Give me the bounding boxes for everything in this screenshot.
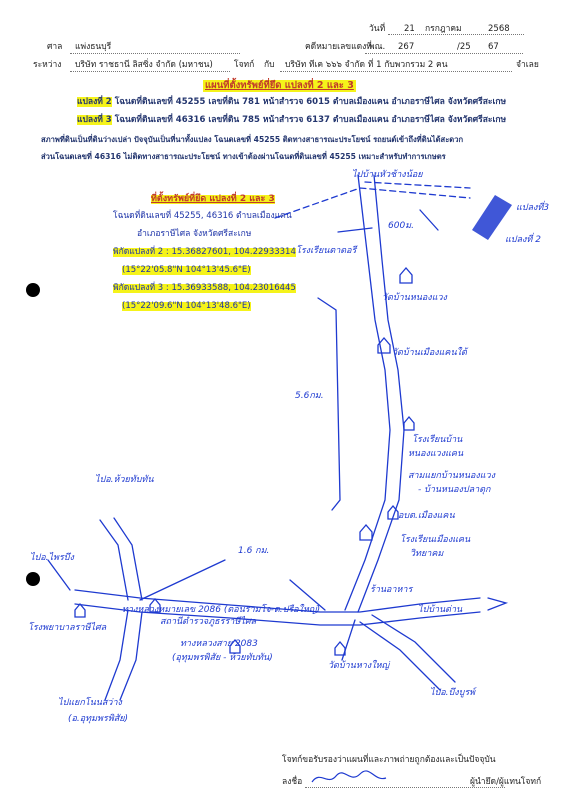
defendant-name: บริษัท ทีเค ๖๖๖ จำกัด ที่ 1 กับพวกรวม 2 คน	[285, 60, 448, 70]
label-to-utum-2: (อ.อุทุมพรพิสัย)	[68, 714, 129, 724]
label-temple: วัดบ้านเมืองแคนใต้	[392, 348, 467, 358]
label-school-2b: หนองแวงแคน	[408, 449, 464, 459]
signature	[310, 768, 390, 788]
between-label: ระหว่าง	[33, 60, 62, 70]
description-line-2: ส่วนโฉนดเลขที่ 46316 ไม่ติดทางสาธารณะประโยชน์ ทางเข้าต้องผ่านโฉนดที่ดินเลขที่ 45255 เหมาะสำหรับทำการเกษตร	[41, 152, 446, 161]
label-parcel-marker: แปลงที่3	[516, 203, 550, 213]
date-label: วันที่	[369, 24, 386, 34]
coord-parcel-3: พิกัดแปลงที่ 3 : 15.36933588, 104.23016445	[113, 283, 296, 293]
label-junction: สามแยกบ้านหนองแวง	[408, 471, 496, 481]
case-number: 267	[398, 42, 415, 52]
label-hospital: โรงพยาบาลราษีไศล	[28, 623, 107, 633]
label-school: โรงเรียนตาดอรี	[296, 246, 357, 256]
label-distance-16: 1.6 กม.	[238, 546, 270, 556]
label-school-2: โรงเรียนบ้าน	[412, 435, 463, 445]
label-to-huai: ไปอ.ห้วยทับทัน	[95, 475, 154, 485]
label-distance-600: 600ม.	[388, 221, 414, 231]
description-line-1: สภาพที่ดินเป็นที่ดินว่างเปล่า ปัจจุบันเป็นที่นาทั้งแปลง โฉนดเลขที่ 45255 ติดทางสาธารณะประโยชน์ รถยนต์เข้าถึงที่ดินได้สะดวก	[41, 135, 464, 144]
parcel-2-label: แปลงที่ 2	[77, 97, 112, 107]
label-to-bueng: ไปอ.บึงบูรพ์	[430, 688, 476, 698]
label-junction-2: - บ้านหนองปลาดุก	[418, 485, 491, 495]
label-top-road: ไปบ้านหัวช้างน้อย	[352, 170, 423, 180]
court-label: ศาล	[47, 42, 63, 52]
label-to-utum: ไปแยกโนนสว่าง	[58, 698, 122, 708]
date-day: 21	[404, 24, 415, 34]
case-year: 67	[488, 42, 499, 52]
sign-label: ลงชื่อ	[282, 777, 303, 787]
certify-text: โจทก์ขอรับรองว่าแผนที่และภาพถ่ายถูกต้องและเป็นปัจจุบัน	[282, 755, 496, 765]
location-line-2: อำเภอราษีไศล จังหวัดศรีสะเกษ	[137, 229, 252, 239]
plaintiff-name: บริษัท ราชธานี ลิสซิ่ง จำกัด (มหาชน)	[75, 60, 213, 70]
label-police: สถานีตำรวจภูธรราษีไศล	[160, 617, 257, 627]
date-year: 2568	[488, 24, 510, 34]
label-highway-2: (อุทุมพรพิสัย - ห้วยทับทัน)	[172, 653, 273, 663]
sign-role: ผู้นำยึด/ผู้แทนโจทก์	[470, 777, 542, 787]
parcel-2-text: โฉนดที่ดินเลขที่ 45255 เลขที่ดิน 781 หน้าสำรวจ 6015 ตำบลเมืองแคน อำเภอราษีไศล จังหวัดศรีสะเกษ	[114, 97, 507, 107]
case-year-prefix: /25	[457, 42, 471, 52]
court-value: แพ่งธนบุรี	[75, 42, 112, 52]
case-label: คดีหมายเลขแดงที่	[305, 42, 372, 52]
label-highway: ทางหลวงสาย 2083	[180, 639, 258, 649]
location-line-1: โฉนดที่ดินเลขที่ 45255, 46316 ตำบลเมืองแคน	[113, 211, 292, 221]
case-prefix: พณ.	[369, 42, 386, 52]
label-village: วัดบ้านหนองแวง	[382, 293, 447, 303]
plaintiff-role: โจทก์	[234, 60, 255, 70]
label-main-road: ทางหลวงหมายเลข 2086 (ตอนรามโจ-ต.ปรือใหญ่)	[122, 605, 321, 615]
coord-parcel-2: พิกัดแปลงที่ 2 : 15.36827601, 104.22933314	[113, 247, 296, 257]
with-label: กับ	[264, 60, 275, 70]
parcel-marker-shape	[472, 195, 512, 240]
label-market: ร้านอาหาร	[370, 585, 413, 595]
label-to-village: ไปบ้านด่าน	[418, 605, 463, 615]
label-parcel-marker-2: แปลงที่ 2	[505, 235, 541, 245]
defendant-role: จำเลย	[516, 60, 539, 70]
label-to-phon: ไปอ.ไพรบึง	[30, 553, 74, 563]
label-school-3: โรงเรียนเมืองแคน	[400, 535, 471, 545]
parcel-3-text: โฉนดที่ดินเลขที่ 46316 เลขที่ดิน 785 หน้าสำรวจ 6137 ตำบลเมืองแคน อำเภอราษีไศล จังหวัดศรีสะเกษ	[114, 115, 507, 125]
coord-parcel-2-dms: (15°22'05.8"N 104°13'45.6"E)	[122, 265, 251, 275]
location-box-title: ที่ตั้งทรัพย์ที่ยึด แปลงที่ 2 และ 3	[151, 194, 275, 204]
label-temple-2: วัดบ้านหางใหญ่	[328, 661, 390, 671]
label-distance-56: 5.6กม.	[295, 391, 324, 401]
parcel-3-label: แปลงที่ 3	[77, 115, 112, 125]
page-title: แผนที่ตั้งทรัพย์ที่ยึด แปลงที่ 2 และ 3	[205, 80, 354, 91]
date-month: กรกฎาคม	[425, 24, 462, 34]
coord-parcel-3-dms: (15°22'09.6"N 104°13'48.6"E)	[122, 301, 251, 311]
label-office: อบต.เมืองแคน	[398, 511, 455, 521]
label-school-3b: วิทยาคม	[410, 549, 444, 559]
